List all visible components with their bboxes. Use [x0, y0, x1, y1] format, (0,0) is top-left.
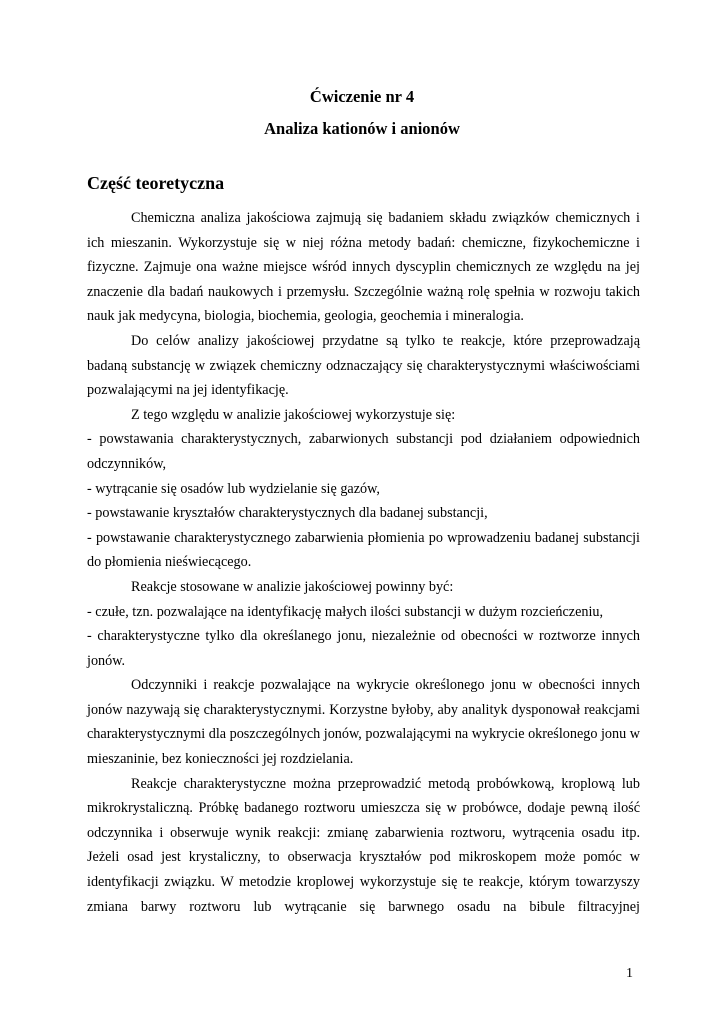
section-heading: Część teoretyczna [87, 173, 225, 193]
list-item: - czułe, tzn. pozwalające na identyfikację małych ilości substancji w dużym rozcieńczeniu, [87, 603, 604, 620]
list-item: - charakterystyczne tylko dla określanego jonu, niezależnie od obecności w roztworze innych jonów. [87, 628, 640, 669]
list-item: - powstawanie kryształów charakterystycznych dla badanej substancji, [87, 505, 488, 522]
paragraph-requirements-intro: Reakcje stosowane w analizie jakościowej powinny być: [131, 578, 454, 595]
list-item: - powstawanie charakterystycznego zabarwienia płomienia po wprowadzeniu badanej substancji do płomienia nieświecącego. [87, 529, 640, 571]
paragraph-uses-intro: Z tego względu w analizie jakościowej wykorzystuje się: [131, 406, 456, 423]
list-item: - wytrącanie się osadów lub wydzielanie się gazów, [87, 480, 380, 497]
exercise-subtitle: Analiza kationów i anionów [264, 119, 460, 138]
paragraph-reactions: Do celów analizy jakościowej przydatne są tylko te reakcje, które przeprowadzają badaną substancję w związek chemiczny odznaczający się charakterystycznymi właściwościami pozwalającymi na jej identyfikację. [87, 332, 640, 399]
page-number: 1 [626, 966, 633, 981]
paragraph-intro: Chemiczna analiza jakościowa zajmują się badaniem składu związków chemicznych i ich mieszanin. Wykorzystuje się w niej różna metody badań: chemiczne, fizykochemiczne i fizyczne. Zajmuje ona ważne miejsce wśród innych dyscyplin chemicznych ze względu na jej znaczenie dla badań naukowych i przemysłu. Szczególnie ważną rolę spełnia w rozwoju takich nauk jak medycyna, biologia, biochemia, geologia, geochemia i mineralogia. [87, 210, 640, 325]
list-item: - powstawania charakterystycznych, zabarwionych substancji pod działaniem odpowiednich odczynników, [87, 431, 640, 472]
body-text [87, 206, 640, 919]
paragraph-characteristic: Odczynniki i reakcje pozwalające na wykrycie określonego jonu w obecności innych jonów nazywają się charakterystycznymi. Korzystne byłoby, aby analityk dysponował reakcjami charakterystycznymi dla poszczególnych jonów, pozwalającymi na wykrycie określonego jonu w mieszaninie, bez konieczności jej rozdzielania. [87, 677, 640, 768]
paragraph-methods: Reakcje charakterystyczne można przeprowadzić metodą probówkową, kroplową lub mikrokrystaliczną. Próbkę badanego roztworu umieszcza się w probówce, dodaje pewną ilość odczynnika i obserwuje wynik reakcji: zmianę zabarwienia roztworu, wytrącenia osadu itp. Jeżeli osad jest krystaliczny, to obserwacja kryształów pod mikroskopem może pomóc w identyfikacji związku. W metodzie kroplowej wykorzystuje się te reakcje, którym towarzyszy zmiana barwy roztworu lub wytrącanie się barwnego osadu na bibule filtracyjnej [87, 775, 640, 915]
exercise-title: Ćwiczenie nr 4 [309, 87, 415, 106]
